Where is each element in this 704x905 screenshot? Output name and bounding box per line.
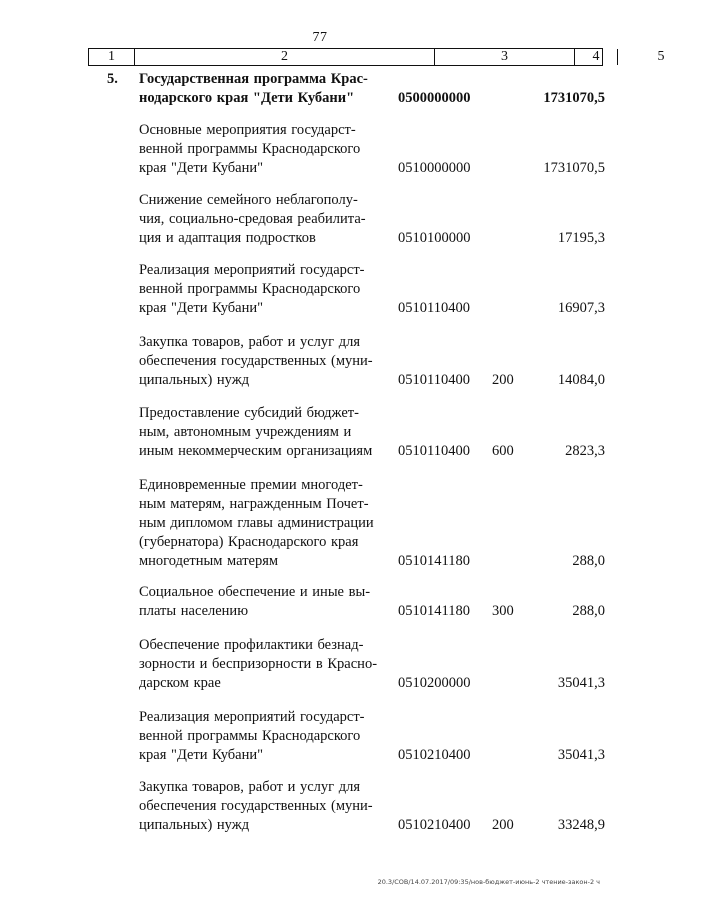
row-description: Основные мероприятия государст- венной программы Краснодарского края "Дети Кубани" (139, 122, 361, 176)
row-amount: 288,0 (572, 603, 605, 619)
header-col-2: 2 (135, 49, 435, 65)
row-amount: 1731070,5 (543, 160, 605, 176)
header-col-4: 4 (575, 49, 618, 65)
header-col-5: 5 (657, 49, 665, 64)
row-amount: 17195,3 (557, 230, 605, 246)
row-code: 0510210400 (398, 817, 471, 833)
row-number: 5. (107, 71, 118, 87)
row-description: Реализация мероприятий государст- венной программы Краснодарского края "Дети Кубани" (139, 709, 365, 763)
row-description: Социальное обеспечение и иные вы- платы населению (139, 584, 371, 619)
row-code: 0510200000 (398, 675, 471, 691)
row-amount: 14084,0 (557, 372, 605, 388)
row-amount: 1731070,5 (543, 90, 605, 106)
row-description: Предоставление субсидий бюджет- ным, автономным учреждениям и иным некоммерческим организациям (139, 405, 373, 459)
row-amount: 35041,3 (557, 747, 605, 763)
row-code: 0510141180 (398, 553, 470, 569)
row-description: Закупка товаров, работ и услуг для обеспечения государственных (муни- ципальных) нужд (139, 334, 373, 388)
row-code: 0510110400 (398, 372, 470, 388)
row-amount: 288,0 (572, 553, 605, 569)
header-col-3: 3 (435, 49, 575, 65)
row-expense-type: 600 (492, 443, 514, 459)
row-code: 0510210400 (398, 747, 471, 763)
table-header (88, 48, 665, 66)
row-code: 0510141180 (398, 603, 470, 619)
row-description: Обеспечение профилактики безнад- зорности и беспризорности в Красно- дарском крае (139, 637, 378, 691)
row-description: Государственная программа Крас- нодарского края "Дети Кубани" (139, 71, 368, 106)
row-description: Реализация мероприятий государст- венной программы Краснодарского края "Дети Кубани" (139, 262, 365, 316)
row-expense-type: 200 (492, 372, 514, 388)
page-number: 77 (312, 30, 328, 45)
header-col-1: 1 (89, 49, 135, 65)
row-description: Единовременные премии многодет- ным матерям, награжденным Почет- ным дипломом главы администрации (губернатора) Краснодарского края многодетным матерям (139, 477, 374, 569)
row-amount: 16907,3 (557, 300, 605, 316)
document-footer: 20.3/СОВ/14.07.2017/09:35/нов-бюджет-июнь-2 чтение-закон-2 ч (377, 878, 600, 886)
row-amount: 2823,3 (565, 443, 605, 459)
row-code: 0510000000 (398, 160, 471, 176)
row-amount: 35041,3 (557, 675, 605, 691)
row-code: 0510110400 (398, 443, 470, 459)
row-code: 0510100000 (398, 230, 471, 246)
row-code: 0500000000 (398, 90, 471, 106)
row-expense-type: 200 (492, 817, 514, 833)
row-description: Снижение семейного неблагополу- чия, социально-средовая реабилита- ция и адаптация подростков (139, 192, 366, 246)
row-amount: 33248,9 (557, 817, 605, 833)
row-description: Закупка товаров, работ и услуг для обеспечения государственных (муни- ципальных) нужд (139, 779, 373, 833)
row-code: 0510110400 (398, 300, 470, 316)
row-expense-type: 300 (492, 603, 514, 619)
